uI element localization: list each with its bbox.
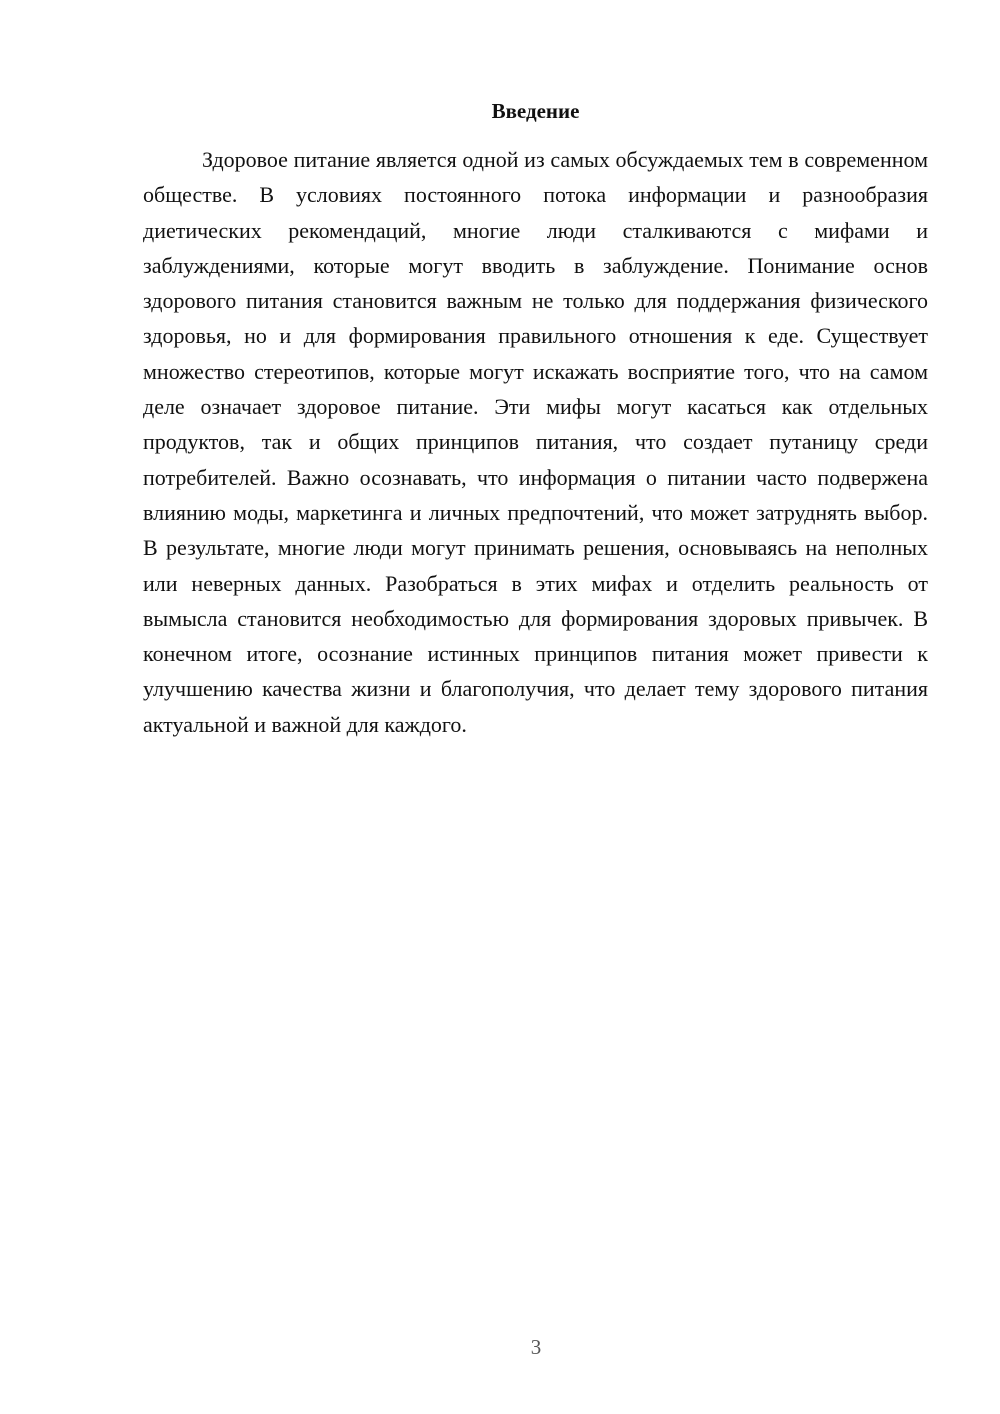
body-paragraph: Здоровое питание является одной из самых обсуждаемых тем в современном обществе. В условиях постоянного потока информации и разнообразия диетических рекомендаций, многие люди сталкиваются с мифами и заблуждениями, которые могут вводить в заблуждение. Понимание основ здорового питания становится важным не только для поддержания физического здоровья, но и для формирования правильного отношения к еде. Существует множество стереотипов, которые могут искажать восприятие того, что на самом деле означает здоровое питание. Эти мифы могут касаться как отдельных продуктов, так и общих принципов питания, что создает путаницу среди потребителей. Важно осознавать, что информация о питании часто подвержена влиянию моды, маркетинга и личных предпочтений, что может затруднять выбор. В результате, многие люди могут принимать решения, основываясь на неполных или неверных данных. Разобраться в этих мифах и отделить реальность от вымысла становится необходимостью для формирования здоровых привычек. В конечном итоге, осознание истинных принципов питания может привести к улучшению качества жизни и благополучия, что делает тему здорового питания актуальной и важной для каждого.	[143, 147, 928, 737]
section-heading: Введение	[491, 99, 580, 123]
page-number: 3	[530, 1335, 542, 1359]
